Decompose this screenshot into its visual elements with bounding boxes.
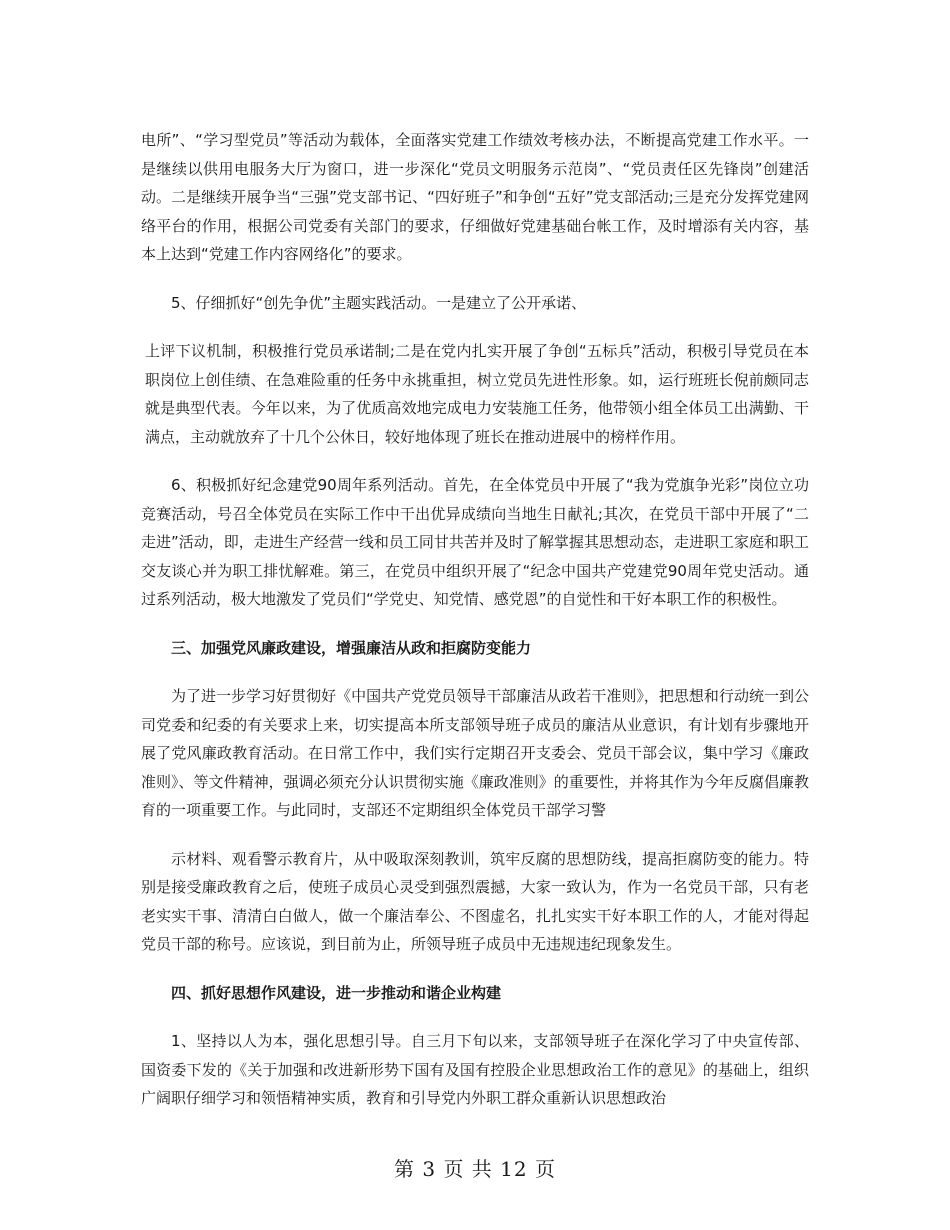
paragraph-item-5-body: 上评下议机制，积极推行党员承诺制;二是在党内扎实开展了争创“五标兵”活动，积极引导党员在本职岗位上创佳绩、在急难险重的任务中永挑重担，树立党员先进性形象。如，运行班班长倪前颇同志就是典型代表。今年以来，为了优质高效地完成电力安装施工任务，他带领小组全体员工出满勤、干满点，主动就放弃了十几个公休日，较好地体现了班长在推动进展中的榜样作用。	[145, 342, 809, 446]
paragraph-continuation: 电所”、“学习型党员”等活动为载体，全面落实党建工作绩效考核办法，不断提高党建工作水平。一是继续以供用电服务大厅为窗口，进一步深化“党员文明服务示范岗”、“党员责任区先锋岗”创建活动。二是继续开展争当“三强”党支部书记、“四好班子”和争创“五好”党支部活动;三是充分发挥党建网络平台的作用，根据公司党委有关部门的要求，仔细做好党建基础台帐工作，及时增添有关内容，基本上达到“党建工作内容网络化”的要求。	[141, 131, 809, 263]
section-heading-4: 四、抓好思想作风建设，进一步推动和谐企业构建	[171, 983, 502, 1002]
paragraph-section-3-part-1: 为了进一步学习好贯彻好《中国共产党党员领导干部廉洁从政若干准则》，把思想和行动统一到公司党委和纪委的有关要求上来，切实提高本所支部领导班子成员的廉洁从业意识，有计划有步骤地开展了党风廉政教育活动。在日常工作中，我们实行定期召开支委会、党员干部会议，集中学习《廉政准则》、等文件精神，强调必须充分认识贯彻实施《廉政准则》的重要性，并将其作为今年反腐倡廉教育的一项重要工作。与此同时，支部还不定期组织全体党员干部学习警	[141, 687, 809, 819]
paragraph-section-3-part-2: 示材料、观看警示教育片，从中吸取深刻教训，筑牢反腐的思想防线，提高拒腐防变的能力。特别是接受廉政教育之后，使班子成员心灵受到强烈震撼，大家一致认为，作为一名党员干部，只有老老实实干事、清清白白做人，做一个廉洁奉公、不图虚名，扎扎实实干好本职工作的人，才能对得起党员干部的称号。应该说，到目前为止，所领导班子成员中无违规违纪现象发生。	[141, 849, 809, 953]
section-heading-3: 三、加强党风廉政建设，增强廉洁从政和拒腐防变能力	[171, 638, 532, 657]
paragraph-item-5-intro: 5、仔细抓好“创先争优”主题实践活动。一是建立了公开承诺、	[171, 293, 587, 312]
page-number-footer: 第 3 页 共 12 页	[394, 1157, 556, 1181]
paragraph-section-4-item-1: 1、坚持以人为本，强化思想引导。自三月下旬以来，支部领导班子在深化学习了中央宣传部、国资委下发的《关于加强和改进新形势下国有及国有控股企业思想政治工作的意见》的基础上，组织广阔职仔细学习和领悟精神实质，教育和引导党内外职工群众重新认识思想政治	[141, 1032, 809, 1107]
paragraph-item-6: 6、积极抓好纪念建党90周年系列活动。首先，在全体党员中开展了“我为党旗争光彩”岗位立功竞赛活动，号召全体党员在实际工作中干出优异成绩向当地生日献礼;其次，在党员干部中开展了“二走进”活动，即，走进生产经营一线和员工同甘共苦并及时了解掌握其思想动态，走进职工家庭和职工交友谈心并为职工排忧解难。第三，在党员中组织开展了“纪念中国共产党建党90周年党史活动。通过系列活动，极大地激发了党员们“学党史、知党情、感党恩”的自觉性和干好本职工作的积极性。	[141, 476, 809, 608]
document-body	[141, 126, 809, 1133]
